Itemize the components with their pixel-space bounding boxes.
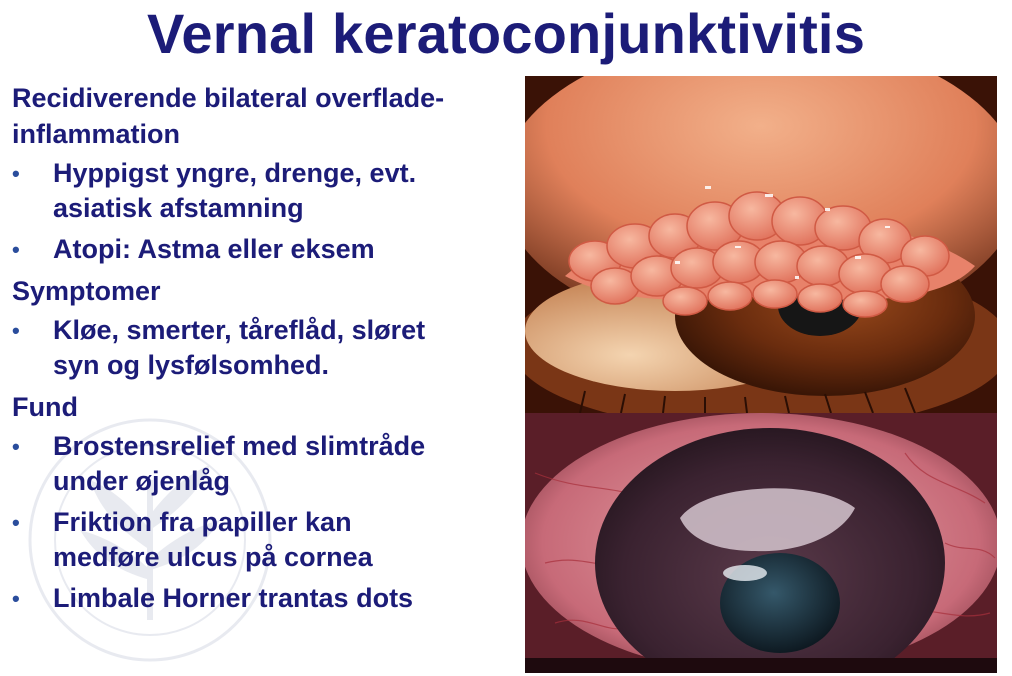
bullet-text-line: Friktion fra papiller kan [53, 507, 352, 537]
bullet-item [12, 429, 517, 499]
section-heading-line: Recidiverende bilateral overflade- [12, 83, 445, 113]
bullet-dot-icon: • [12, 237, 20, 262]
bullet-text-line: under øjenlåg [53, 466, 231, 496]
bullet-item [12, 581, 517, 616]
bullet-item [12, 232, 517, 267]
bullet-item [12, 156, 517, 226]
bullet-text-line: Hyppigst yngre, drenge, evt. [53, 158, 417, 188]
section-heading: Symptomer [12, 276, 161, 306]
bullet-dot-icon: • [12, 161, 20, 186]
bullet-text-line: Kløe, smerter, tåreflåd, sløret [53, 315, 426, 345]
bullet-dot-icon: • [12, 318, 20, 343]
section-heading-line: inflammation [12, 119, 181, 149]
bullet-item [12, 505, 517, 575]
cobblestone-papillae-photo [525, 76, 997, 413]
section-heading [12, 80, 517, 152]
bullet-dot-icon: • [12, 586, 20, 611]
bullet-text-line: syn og lysfølsomhed. [53, 350, 330, 380]
slide-content [12, 80, 517, 622]
section-heading: Fund [12, 392, 78, 422]
bullet-item [12, 313, 517, 383]
slide-title: Vernal keratoconjunktivitis [146, 2, 866, 65]
bullet-dot-icon: • [12, 510, 20, 535]
bullet-text-line: asiatisk afstamning [53, 193, 304, 223]
bullet-text-line: Atopi: Astma eller eksem [53, 234, 375, 264]
corneal-shield-ulcer-photo [525, 413, 997, 673]
bullet-text-line: Brostensrelief med slimtråde [53, 431, 426, 461]
bullet-dot-icon: • [12, 434, 20, 459]
bullet-text-line: medføre ulcus på cornea [53, 542, 373, 572]
bullet-text-line: Limbale Horner trantas dots [53, 583, 414, 613]
